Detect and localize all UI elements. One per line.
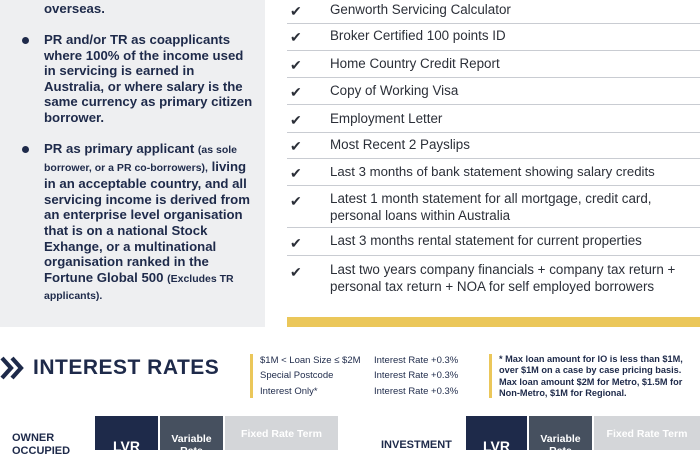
loading-adjustment: Interest Rate +0.3% bbox=[374, 355, 459, 366]
bullet-dot-icon bbox=[22, 146, 29, 153]
investment-lvr-header: LVR bbox=[466, 416, 527, 450]
checklist-item bbox=[287, 24, 700, 51]
checklist-item bbox=[287, 159, 700, 186]
bullet-lead: PR as primary applicant bbox=[44, 141, 195, 156]
bullet-text: PR and/or TR as coapplicants where 100% of the income used in servicing is earned in Australia, or where salary is the same currency as primary citizen borrower. bbox=[44, 32, 253, 125]
checklist-item-text: Latest 1 month statement for all mortgage, credit card, personal loans within Australia bbox=[330, 191, 652, 223]
owner-fixed-rate-header: Fixed Rate Term bbox=[225, 416, 338, 450]
owner-variable-rate-header: Variable Rate bbox=[160, 416, 223, 450]
check-icon: ✔ bbox=[290, 165, 302, 181]
bullet-tail: (Excludes TR applicants). bbox=[44, 272, 234, 303]
bullet-dot-icon bbox=[22, 37, 29, 44]
checklist-item bbox=[287, 105, 700, 133]
check-icon: ✔ bbox=[290, 29, 302, 45]
loadings-accent-line bbox=[250, 354, 253, 398]
checklist-item bbox=[287, 256, 700, 316]
checklist-item-text: Last 3 months of bank statement showing salary credits bbox=[330, 164, 655, 179]
check-icon: ✔ bbox=[290, 193, 302, 209]
checklist-item bbox=[287, 186, 700, 228]
check-icon: ✔ bbox=[290, 57, 302, 73]
check-icon: ✔ bbox=[290, 84, 302, 100]
bullet-body: living in an acceptable country, and all servicing income is derived from an enterprise level organisation that is on a national Stock Exhange, or a multinational organisation ranked in the Fortune Global 500 bbox=[44, 158, 250, 285]
investment-fixed-rate-header: Fixed Rate Term bbox=[594, 416, 700, 450]
io-note: * Max loan amount for IO is less than $1M, over $1M on a case by case pricing basis. bbox=[499, 354, 683, 375]
check-icon: ✔ bbox=[290, 112, 302, 128]
owner-lvr-header: LVR bbox=[95, 416, 158, 450]
loading-adjustment: Interest Rate +0.3% bbox=[374, 386, 459, 397]
loading-adjustment: Interest Rate +0.3% bbox=[374, 370, 459, 381]
check-icon: ✔ bbox=[290, 264, 302, 280]
interest-rates-title: INTEREST RATES bbox=[33, 356, 220, 379]
loading-condition: Interest Only* bbox=[260, 386, 318, 397]
loading-condition: $1M < Loan Size ≤ $2M bbox=[260, 355, 361, 366]
checklist-item-text: Last 3 months rental statement for current properties bbox=[330, 233, 642, 248]
eligibility-fragment: overseas. bbox=[44, 1, 105, 16]
checklist-item bbox=[287, 0, 700, 24]
check-icon: ✔ bbox=[290, 138, 302, 154]
checklist-item-text: Last two years company financials + company tax return + personal tax return + NOA for self employed borrowers bbox=[330, 262, 676, 294]
checklist-item-text: Most Recent 2 Payslips bbox=[330, 137, 470, 152]
eligibility-panel bbox=[0, 0, 265, 327]
max-loan-note: Max loan amount $2M for Metro, $1.5M for Non-Metro, $1M for Regional. bbox=[499, 377, 683, 398]
checklist-item bbox=[287, 51, 700, 78]
checklist-item bbox=[287, 133, 700, 159]
bullet-pr-primary bbox=[24, 141, 254, 305]
checklist-item bbox=[287, 228, 700, 256]
bullet-text bbox=[44, 141, 254, 305]
checklist-gold-bar bbox=[287, 317, 700, 327]
checklist-item-text: Broker Certified 100 points ID bbox=[330, 28, 506, 43]
checklist-item bbox=[287, 78, 700, 105]
investment-label: INVESTMENT bbox=[381, 439, 452, 451]
owner-occupied-label: OWNER OCCUPIED bbox=[12, 432, 71, 457]
checklist-item-text: Genworth Servicing Calculator bbox=[330, 2, 511, 17]
investment-variable-rate-header: Variable Rate bbox=[529, 416, 592, 450]
check-icon: ✔ bbox=[290, 3, 302, 19]
loading-condition: Special Postcode bbox=[260, 370, 334, 381]
checklist-item-text: Home Country Credit Report bbox=[330, 56, 500, 71]
checklist-item-text: Copy of Working Visa bbox=[330, 83, 459, 98]
double-chevron-icon bbox=[0, 355, 30, 381]
check-icon: ✔ bbox=[290, 235, 302, 251]
notes-accent-line bbox=[489, 354, 492, 398]
checklist-item-text: Employment Letter bbox=[330, 111, 443, 126]
bullet-pr-tr-coapplicants bbox=[24, 32, 254, 126]
bullet-note: (as sole borrower, or a PR co-borrowers), bbox=[44, 144, 238, 174]
